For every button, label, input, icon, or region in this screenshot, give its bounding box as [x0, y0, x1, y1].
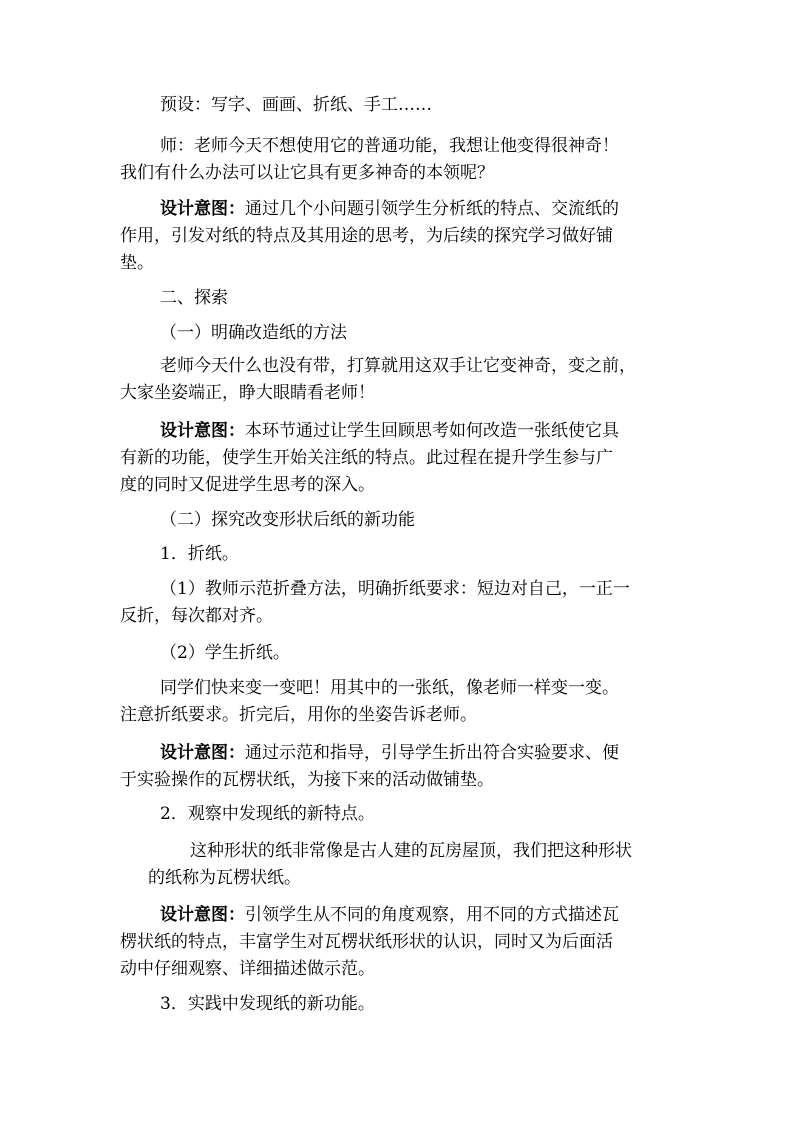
design-intent-4-line-2: 楞状纸的特点，丰富学生对瓦楞状纸形状的认识，同时又为后面活 — [120, 932, 613, 952]
subsection-heading-1-text: （一）明确改造纸的方法 — [160, 323, 347, 343]
design-intent-1-line-3: 垫。 — [120, 253, 154, 273]
design-intent-2-line-1: 本环节通过让学生回顾思考如何改造一张纸使它具 — [245, 421, 619, 441]
design-intent-label: 设计意图： — [160, 421, 245, 441]
sub-item-2-paragraph — [120, 640, 682, 667]
teacher-instruction-paragraph — [120, 353, 682, 407]
teacher-dialogue-paragraph — [120, 133, 682, 187]
sub-item-1-line-2: 反折，每次都对齐。 — [120, 606, 273, 626]
list-item-3 — [120, 991, 682, 1018]
design-intent-4-line-3: 动中仔细观察、详细描述做示范。 — [120, 959, 375, 979]
fold-prompt-paragraph — [120, 675, 682, 729]
subsection-heading-2-text: （二）探究改变形状后纸的新功能 — [160, 510, 415, 530]
list-item-3-text: 3．实践中发现纸的新功能。 — [160, 994, 375, 1014]
teacher-dialogue-line-1: 师：老师今天不想使用它的普通功能，我想让他变得很神奇！ — [160, 136, 619, 156]
corrugated-description-line-2: 的纸称为瓦楞状纸。 — [148, 868, 301, 888]
design-intent-1-line-1: 通过几个小问题引领学生分析纸的特点、交流纸的 — [245, 199, 619, 219]
sub-item-1-paragraph — [120, 576, 682, 630]
corrugated-description-line-1: 这种形状的纸非常像是古人建的瓦房屋顶，我们把这种形状 — [190, 841, 632, 861]
design-intent-paragraph-1 — [120, 196, 682, 277]
section-heading-explore-text: 二、探索 — [160, 288, 228, 308]
sub-item-2-text: （2）学生折纸。 — [160, 643, 290, 663]
sub-item-1-line-1: （1）教师示范折叠方法，明确折纸要求：短边对自己，一正一 — [160, 579, 630, 599]
design-intent-label: 设计意图： — [160, 199, 245, 219]
design-intent-label: 设计意图： — [160, 743, 245, 763]
list-item-2-text: 2．观察中发现纸的新特点。 — [160, 804, 375, 824]
list-item-2 — [120, 801, 682, 828]
fold-prompt-line-1: 同学们快来变一变吧！用其中的一张纸，像老师一样变一变。 — [160, 678, 619, 698]
preset-paragraph — [120, 92, 682, 119]
design-intent-4-line-1: 引领学生从不同的角度观察，用不同的方式描述瓦 — [245, 905, 619, 925]
preset-text: 预设：写字、画画、折纸、手工…… — [160, 95, 432, 115]
teacher-instruction-line-2: 大家坐姿端正，睁大眼睛看老师！ — [120, 383, 375, 403]
list-item-1-text: 1．折纸。 — [160, 544, 239, 564]
subsection-heading-2 — [120, 507, 682, 534]
design-intent-3-line-1: 通过示范和指导，引导学生折出符合实验要求、便 — [245, 743, 619, 763]
design-intent-2-line-2: 有新的功能，使学生开始关注纸的特点。此过程在提升学生参与广 — [120, 448, 613, 468]
design-intent-paragraph-4 — [120, 902, 682, 983]
subsection-heading-1 — [120, 320, 682, 347]
section-heading-explore — [120, 285, 682, 312]
corrugated-description-paragraph — [120, 838, 682, 892]
teacher-dialogue-line-2: 我们有什么办法可以让它具有更多神奇的本领呢？ — [120, 163, 494, 183]
design-intent-label: 设计意图： — [160, 905, 245, 925]
teacher-instruction-line-1: 老师今天什么也没有带，打算就用这双手让它变神奇，变之前， — [160, 356, 636, 376]
design-intent-3-line-2: 于实验操作的瓦楞状纸，为接下来的活动做铺垫。 — [120, 770, 494, 790]
fold-prompt-line-2: 注意折纸要求。折完后，用你的坐姿告诉老师。 — [120, 705, 477, 725]
design-intent-paragraph-3 — [120, 740, 682, 794]
design-intent-2-line-3: 度的同时又促进学生思考的深入。 — [120, 475, 375, 495]
design-intent-1-line-2: 作用，引发对纸的特点及其用途的思考，为后续的探究学习做好铺 — [120, 226, 613, 246]
list-item-1 — [120, 541, 682, 568]
design-intent-paragraph-2 — [120, 418, 682, 499]
